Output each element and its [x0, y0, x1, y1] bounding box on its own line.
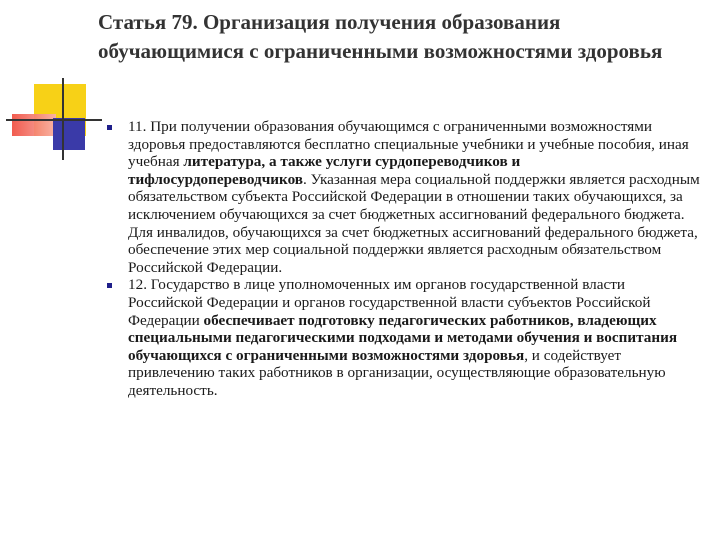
decorative-horizontal-line — [6, 119, 102, 121]
item-text-part: 12. Государство в лице уполномоченных им органов государственной власти Российской Федерации и органов государственной власти субъектов Российской Федерации — [128, 276, 651, 329]
list-item-text — [128, 276, 702, 399]
decorative-blue-square — [53, 118, 85, 150]
item-bold-text: литература, а также услуги сурдопереводчиков и тифлосурдопереводчиков — [128, 153, 521, 188]
list-item-text — [128, 118, 702, 276]
decorative-red-bar-fade — [12, 114, 56, 136]
square-bullet-icon — [107, 283, 112, 288]
item-text-part: , и содействует привлечению таких работников в организации, осуществляющие образовательную деятельность. — [128, 346, 666, 399]
item-bold-text: обеспечивает подготовку педагогических работников, владеющих специальными педагогическими подходами и методами обучения и воспитания обучающихся с ограниченными возможностями здоровья — [128, 311, 678, 364]
list-item — [102, 118, 702, 276]
list-item — [102, 276, 702, 399]
bullet-list — [102, 118, 702, 400]
item-text-part: . Указанная мера социальной поддержки является расходным обязательством субъекта Российской Федерации в отношении таких обучающихся, за исключением обучающихся за счет бюджетных ассигнований федерального бюджета. Для инвалидов, обучающихся за счет бюджетных ассигнований федерального бюджета, обеспечение этих мер социальной поддержки является расходным обязательством Российской Федерации. — [128, 170, 700, 276]
slide-title: Статья 79. Организация получения образования обучающимися с ограниченными возможностями здоровья — [98, 10, 663, 63]
square-bullet-icon — [107, 125, 112, 130]
item-text-part: 11. При получении образования обучающимся с ограниченными возможностями здоровья предоставляются бесплатно специальные учебники и учебные пособия, иная учебная — [128, 118, 689, 171]
